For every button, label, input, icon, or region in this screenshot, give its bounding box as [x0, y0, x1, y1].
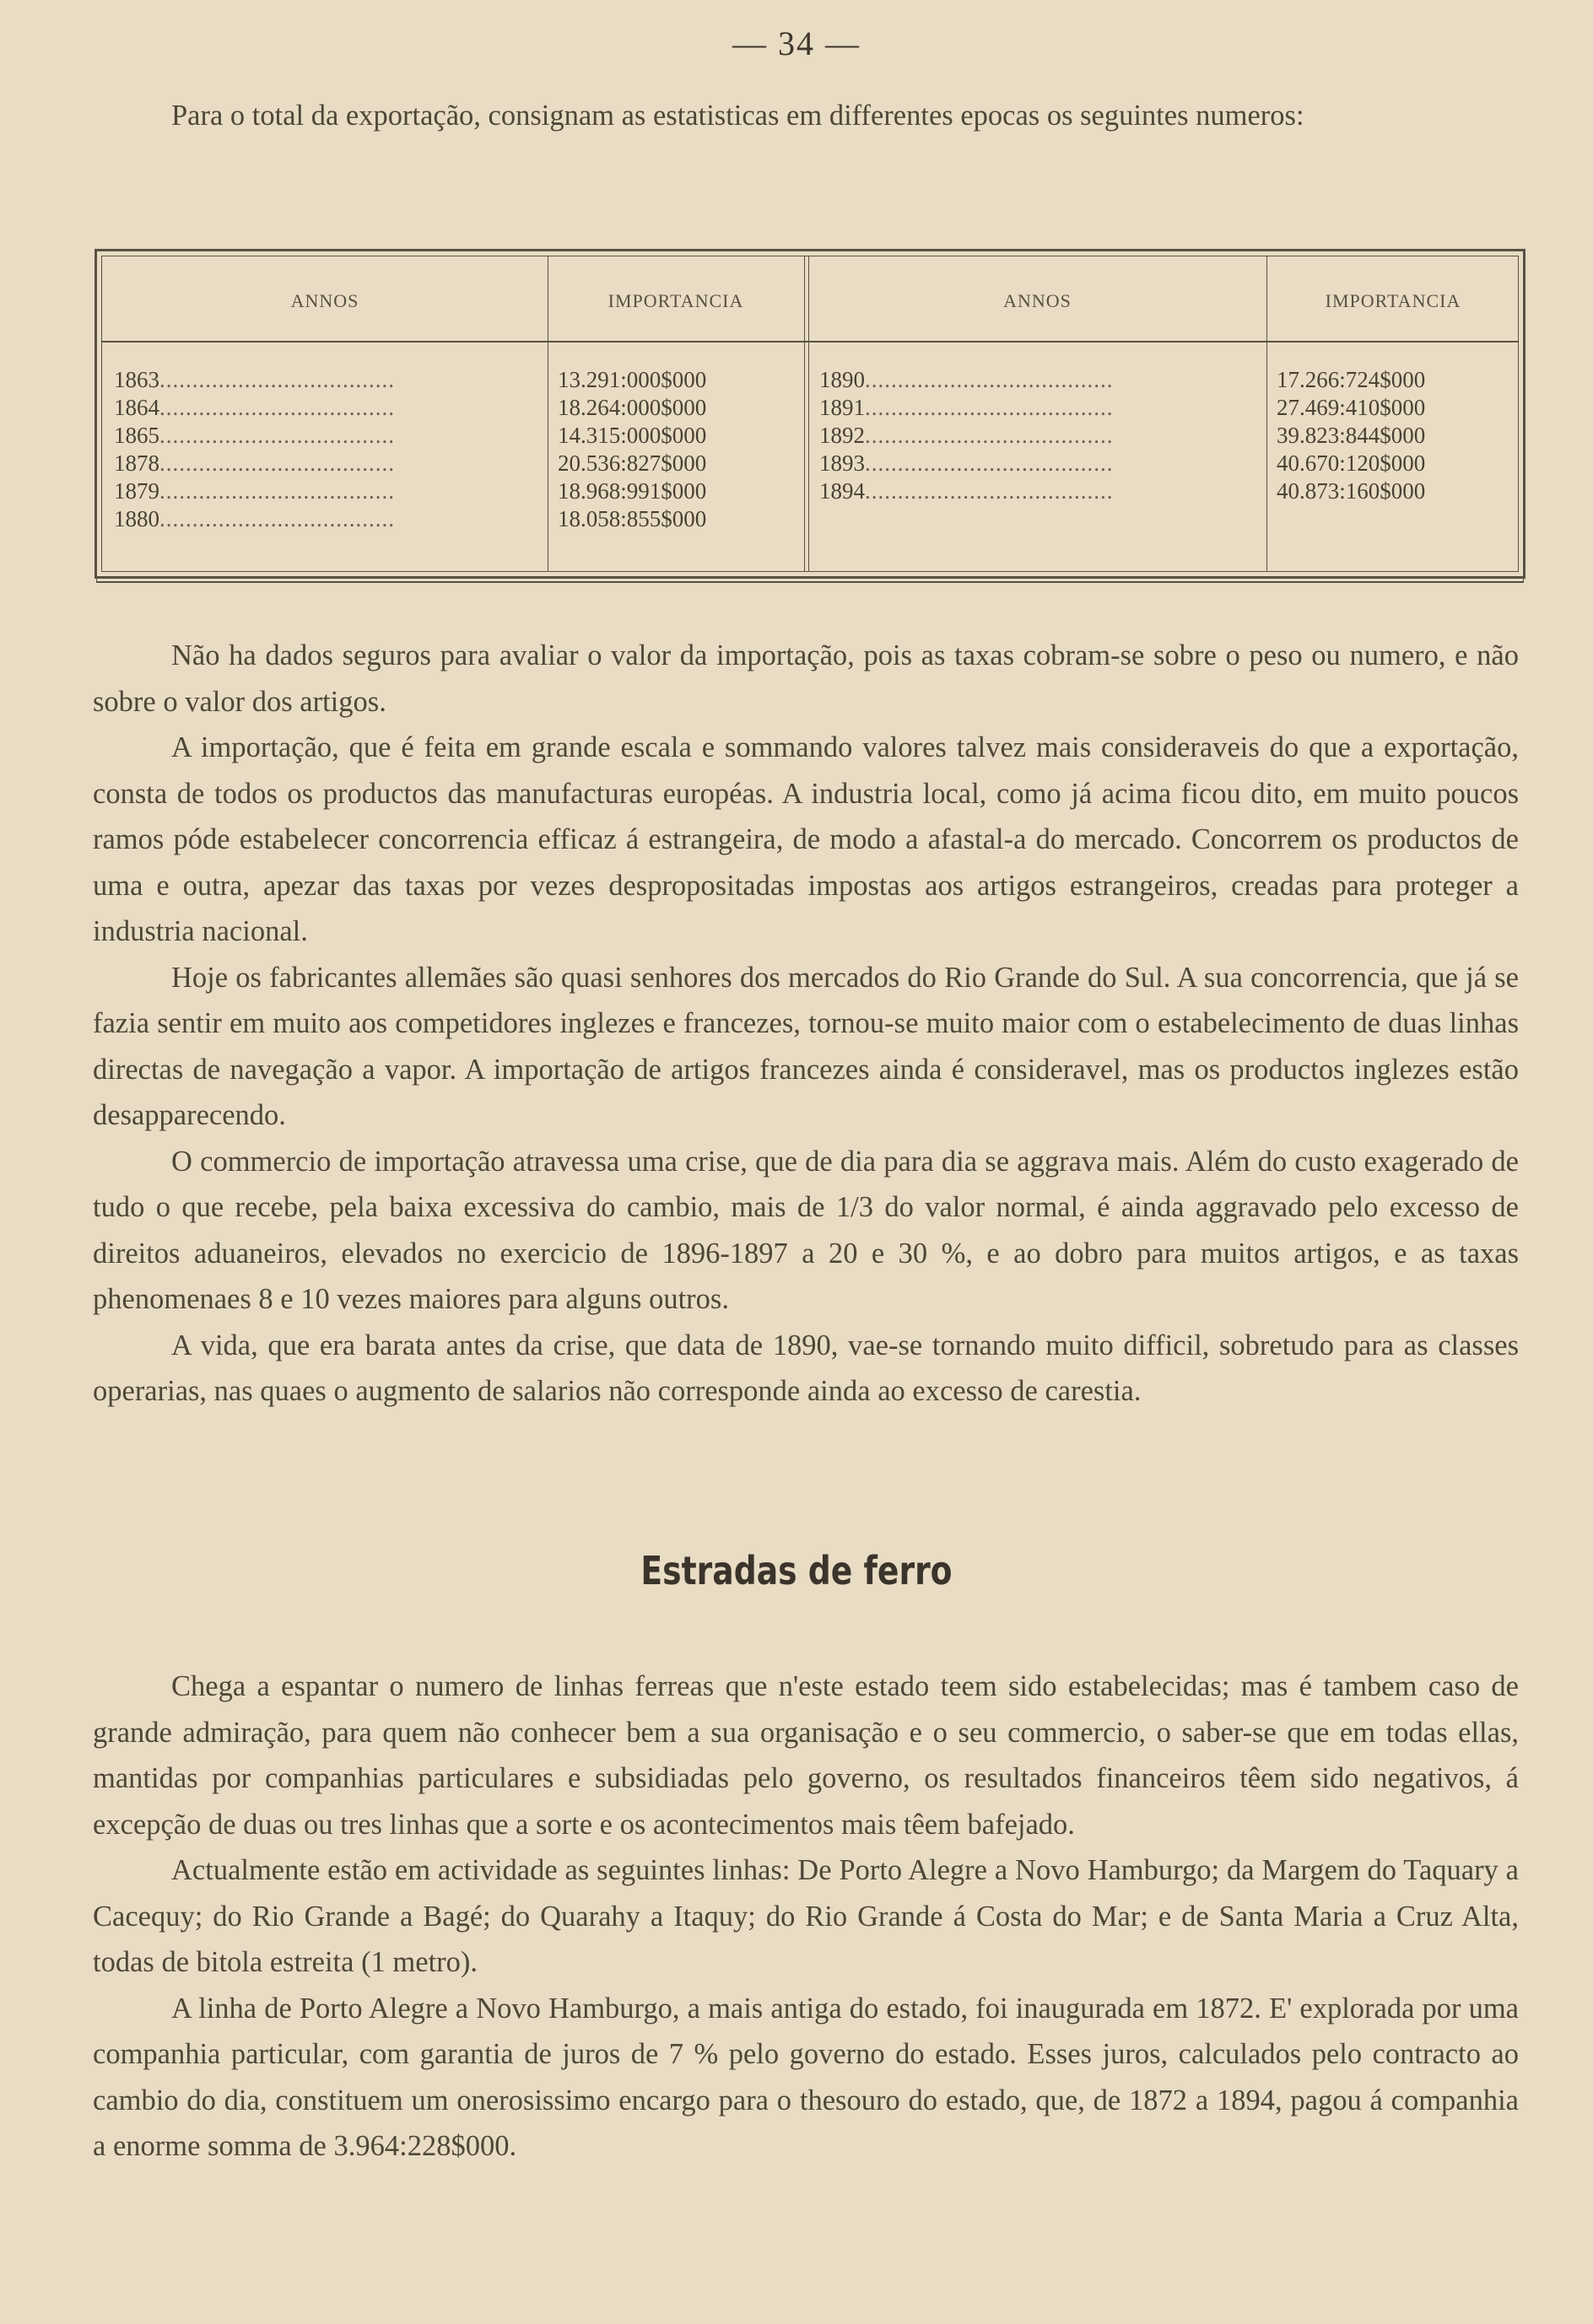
table-cell-value: 40.873:160$000: [1277, 478, 1426, 504]
table-header-years-left: ANNOS: [290, 290, 359, 311]
paragraph: A linha de Porto Alegre a Novo Hamburgo, a mais antiga do estado, foi inaugurada em 1872. E' explorada por uma companhia particular, com garantia de juros de 7 % pelo governo do estado. Esses juros, calculados pelo contracto ao cambio do dia, constituem um onerosissimo encargo para o thesouro do estado, que, de 1872 a 1894, pagou á companhia a enorme somma de 3.964:228$000.: [93, 1992, 1519, 2162]
table-row-year: 1893......................................: [819, 450, 1114, 476]
table-row-year: 1879....................................: [114, 478, 395, 504]
table-header-value-left: IMPORTANCIA: [608, 290, 744, 311]
left-years-column: [114, 366, 536, 533]
table-cell-value: 13.291:000$000: [558, 367, 707, 392]
right-values-column: [1277, 366, 1517, 505]
right-years-column: [819, 366, 1258, 505]
table-row-year: 1863....................................: [114, 367, 395, 392]
paragraph: A importação, que é feita em grande escala e sommando valores talvez mais consideraveis do que a exportação, consta de todos os productos das manufacturas européas. A industria local, como já acima ficou dito, em muito poucos ramos póde estabelecer concorrencia efficaz á estrangeira, de modo a afastal-a do mercado. Concorrem os productos de uma e outra, apezar das taxas por vezes despropositadas impostas aos artigos estrangeiros, creadas para proteger a industria nacional.: [93, 731, 1519, 947]
paragraph: O commercio de importação atravessa uma crise, que de dia para dia se aggrava mais. Além do custo exagerado de tudo o que recebe, pela baixa excessiva do cambio, mais de 1/3 do valor normal, é ainda aggravado pelo excesso de direitos aduaneiros, elevados no exercicio de 1896-1897 a 20 e 30 %, e ao dobro para muitos artigos, e as taxas phenomenaes 8 e 10 vezes maiores para alguns outros.: [93, 1145, 1519, 1315]
table-row-year: 1865....................................: [114, 423, 395, 448]
table-cell-value: 20.536:827$000: [558, 450, 707, 476]
railways-section: [93, 1663, 1519, 2170]
table-cell-value: 14.315:000$000: [558, 423, 707, 448]
table-cell-value: 17.266:724$000: [1277, 367, 1426, 392]
table-header-value-right: IMPORTANCIA: [1325, 290, 1461, 311]
table-cell-value: 39.823:844$000: [1277, 423, 1426, 448]
table-row-year: 1864....................................: [114, 395, 395, 420]
table-column-divider: [804, 256, 805, 571]
table-cell-value: 40.670:120$000: [1277, 450, 1426, 476]
paragraph: Não ha dados seguros para avaliar o valor da importação, pois as taxas cobram-se sobre o peso ou numero, e não sobre o valor dos artigos.: [93, 639, 1519, 718]
table-cell-value: 18.264:000$000: [558, 395, 707, 420]
table-cell-value: 18.968:991$000: [558, 478, 707, 504]
page-number: — 34 —: [732, 24, 861, 62]
intro-paragraph: [93, 93, 1519, 139]
table-row-year: 1892......................................: [819, 423, 1114, 448]
table-header-rule: [102, 341, 1518, 342]
import-section: [93, 633, 1519, 1415]
export-table-inner: [101, 256, 1519, 572]
left-values-column: [558, 366, 802, 533]
paragraph: Chega a espantar o numero de linhas ferreas que n'este estado teem sido estabelecidas; mas é tambem caso de grande admiração, para quem não conhecer bem a sua organisação e o seu commercio, o saber-se que em todas ellas, mantidas por companhias particulares e subsidiadas pelo governo, os resultados financeiros têem sido negativos, á excepção de duas ou tres linhas que a sorte e os acontecimentos mais têem bafejado.: [93, 1670, 1519, 1841]
table-row-year: 1880....................................: [114, 506, 395, 531]
table-row-year: 1890......................................: [819, 367, 1114, 392]
paragraph: Hoje os fabricantes allemães são quasi senhores dos mercados do Rio Grande do Sul. A sua concorrencia, que já se fazia sentir em muito aos competidores inglezes e francezes, tornou-se muito maior com o estabelecimento de duas linhas directas de navegação a vapor. A importação de artigos francezes ainda é consideravel, mas os productos inglezes estão desapparecendo.: [93, 961, 1519, 1131]
section-heading: Estradas de ferro: [640, 1548, 953, 1593]
table-cell-value: 18.058:855$000: [558, 506, 707, 531]
export-table: [94, 249, 1526, 579]
paragraph: Actualmente estão em actividade as seguintes linhas: De Porto Alegre a Novo Hamburgo; da Margem do Taquary a Cacequy; do Rio Grande a Bagé; do Quarahy a Itaquy; do Rio Grande á Costa do Mar; e de Santa Maria a Cruz Alta, todas de bitola estreita (1 metro).: [93, 1854, 1519, 1978]
intro-text: Para o total da exportação, consignam as estatisticas em differentes epocas os seguintes numeros:: [171, 100, 1304, 132]
table-header-years-right: ANNOS: [1003, 290, 1072, 311]
paragraph: A vida, que era barata antes da crise, que data de 1890, vae-se tornando muito difficil, sobretudo para as classes operarias, nas quaes o augmento de salarios não corresponde ainda ao excesso de carestia.: [93, 1329, 1519, 1407]
table-row-year: 1891......................................: [819, 395, 1114, 420]
table-row-year: 1878....................................: [114, 450, 395, 476]
table-row-year: 1894......................................: [819, 478, 1114, 504]
table-cell-value: 27.469:410$000: [1277, 395, 1426, 420]
